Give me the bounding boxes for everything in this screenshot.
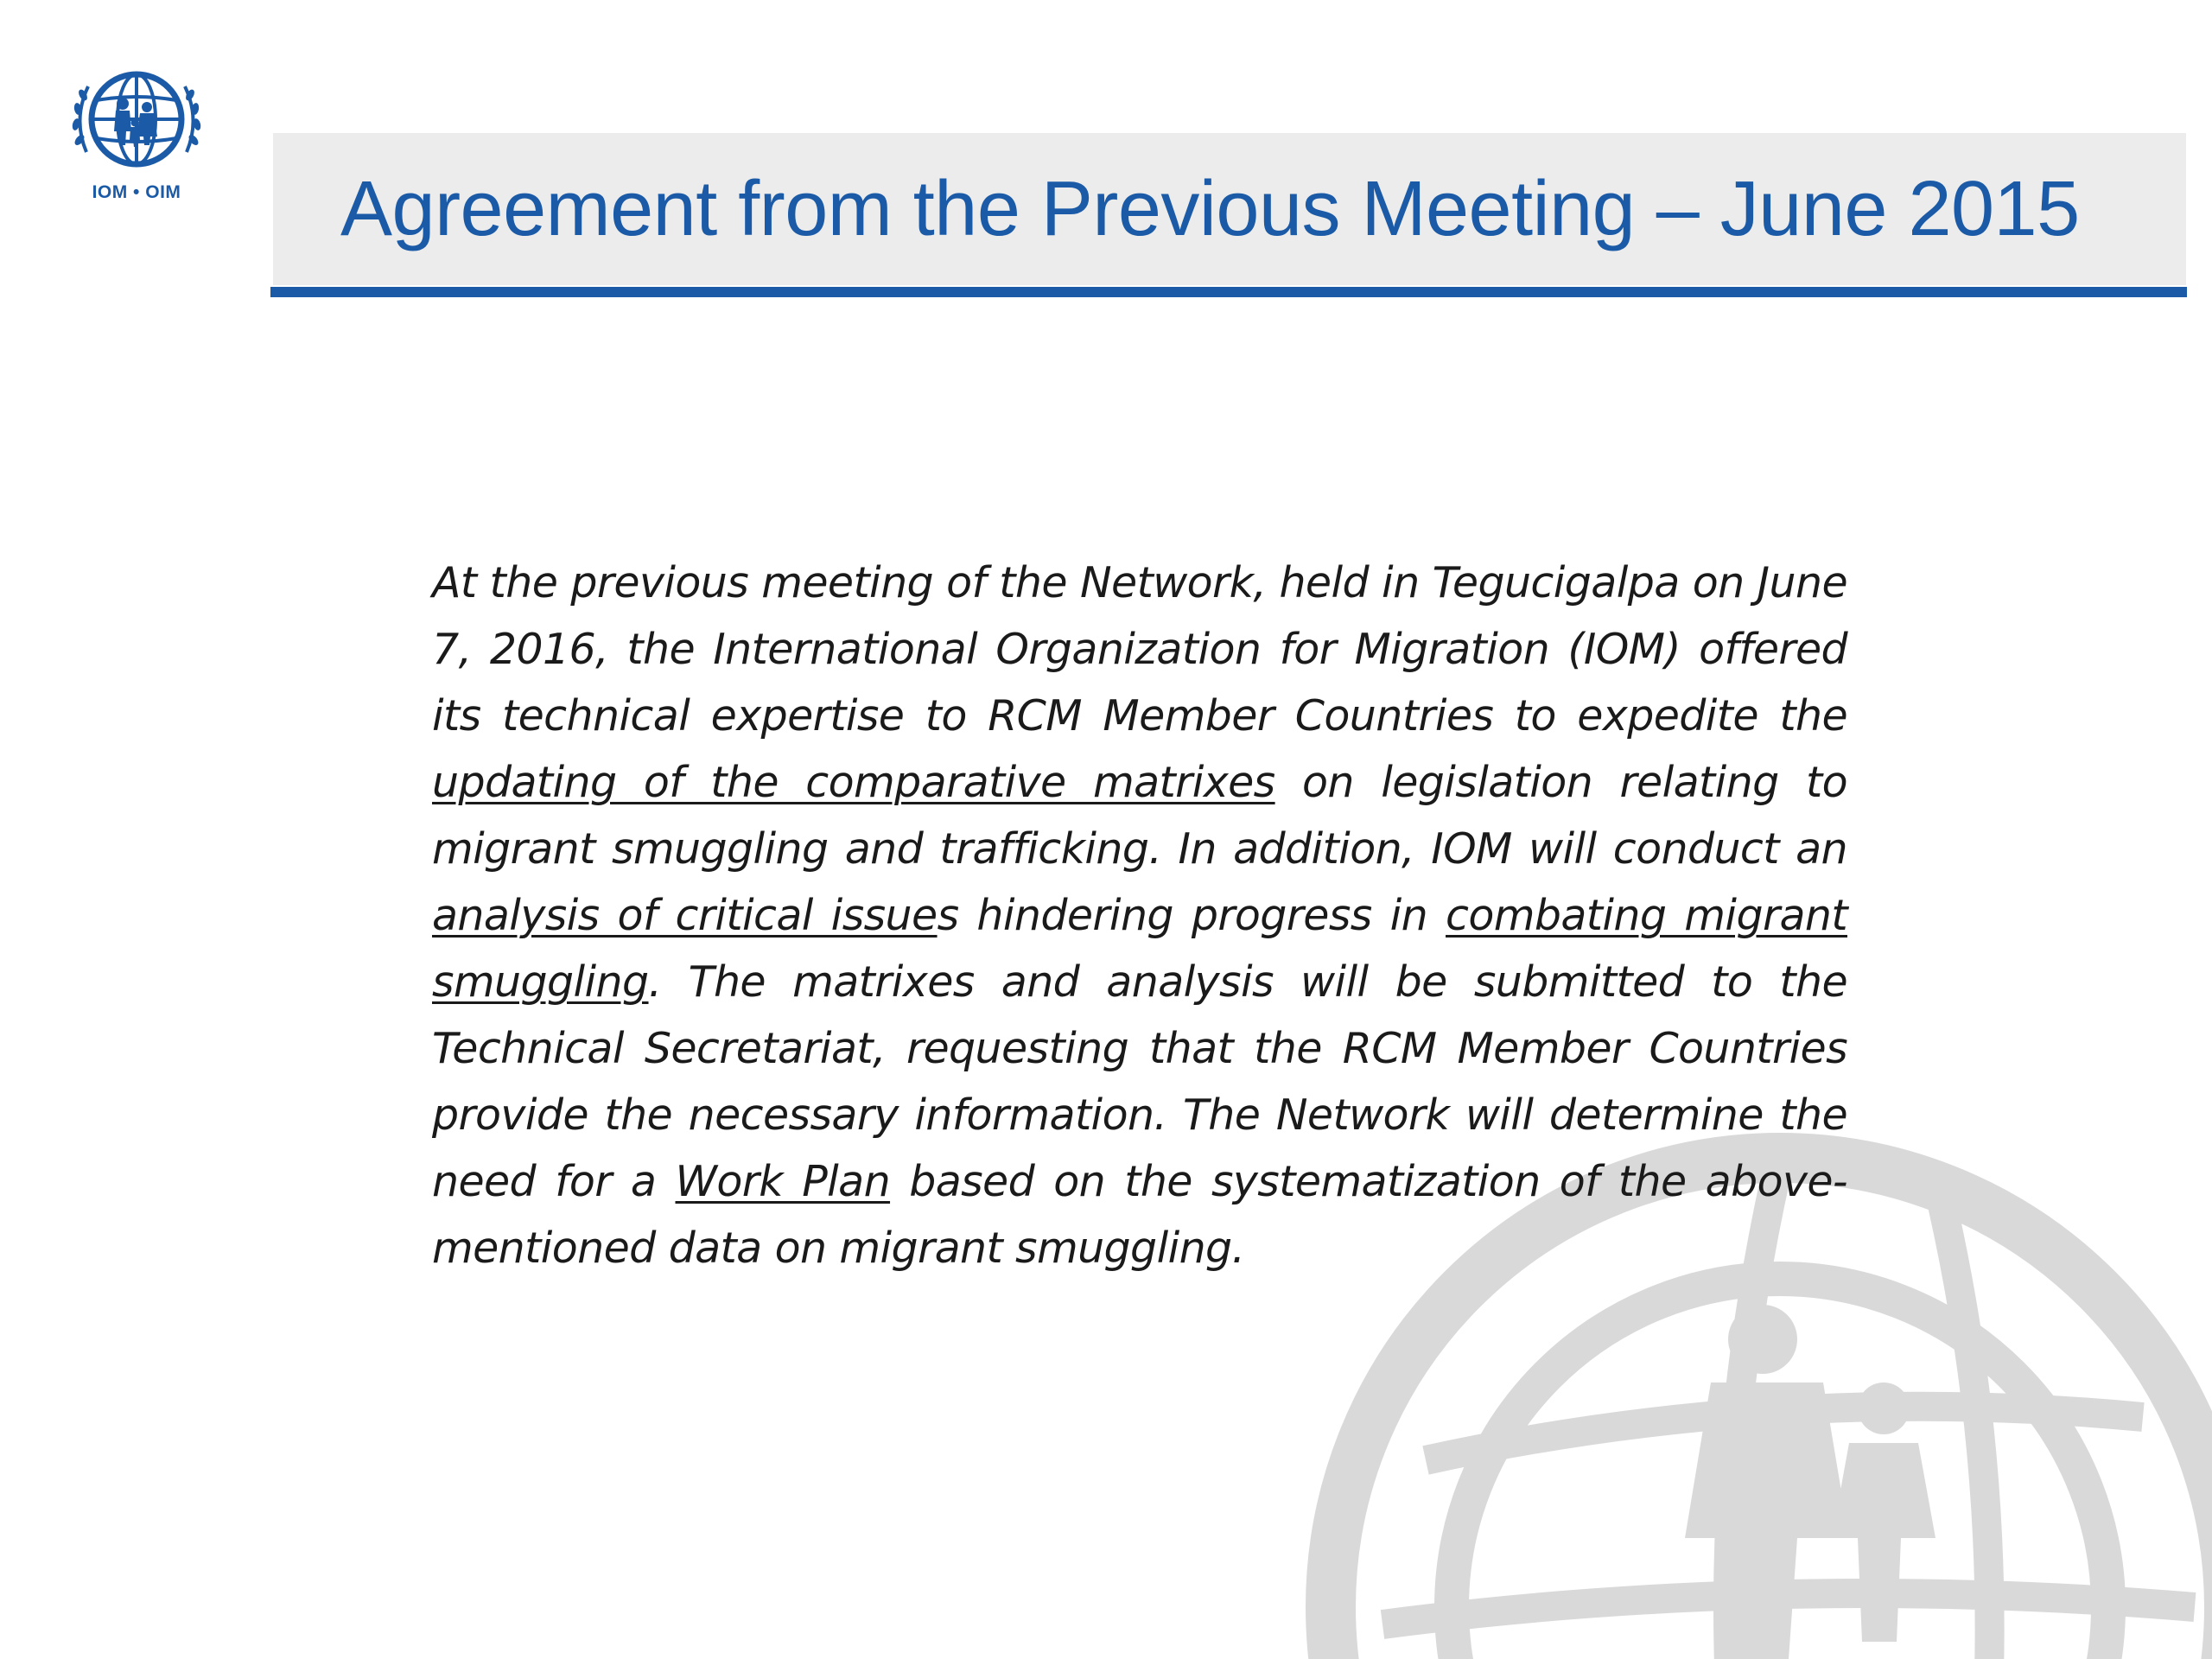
title-band <box>273 133 2186 285</box>
underlined-phrase-work-plan: Work Plan <box>675 1157 891 1206</box>
body-text-segment: based on the systematization of the above-mentioned data on migrant smuggling. <box>432 1157 1848 1273</box>
body-paragraph <box>432 550 1847 1281</box>
iom-logo <box>67 59 206 214</box>
underlined-phrase-combating-smuggling: combating migrant smuggling <box>432 891 1847 1007</box>
iom-globe-family-icon <box>67 59 206 180</box>
underlined-phrase-critical-issues: analysis of critical issue <box>432 891 938 940</box>
underlined-phrase-updating-matrixes: updating of the comparative matrixes <box>432 758 1275 807</box>
body-text-segment: . The matrixes and analysis will be submitted to the Technical Secretariat, requesting that the RCM Member Countries provide the necessary information. The Network will determine the need for a <box>432 957 1847 1206</box>
slide-title: Agreement from the Previous Meeting – June 2015 <box>340 166 2080 252</box>
body-text-segment: on legislation relating to migrant smuggling and trafficking. In addition, IOM will conduct an <box>432 758 1847 874</box>
logo-caption: IOM • OIM <box>92 182 181 202</box>
title-underline-rule <box>270 287 2187 297</box>
body-text-segment: At the previous meeting of the Network, held in Tegucigalpa on June 7, 2016, the International Organization for Migration (IOM) offered its technical expertise to RCM Member Countries to expedite the <box>432 558 1847 741</box>
body-text-segment: s hindering progress in <box>937 891 1446 940</box>
